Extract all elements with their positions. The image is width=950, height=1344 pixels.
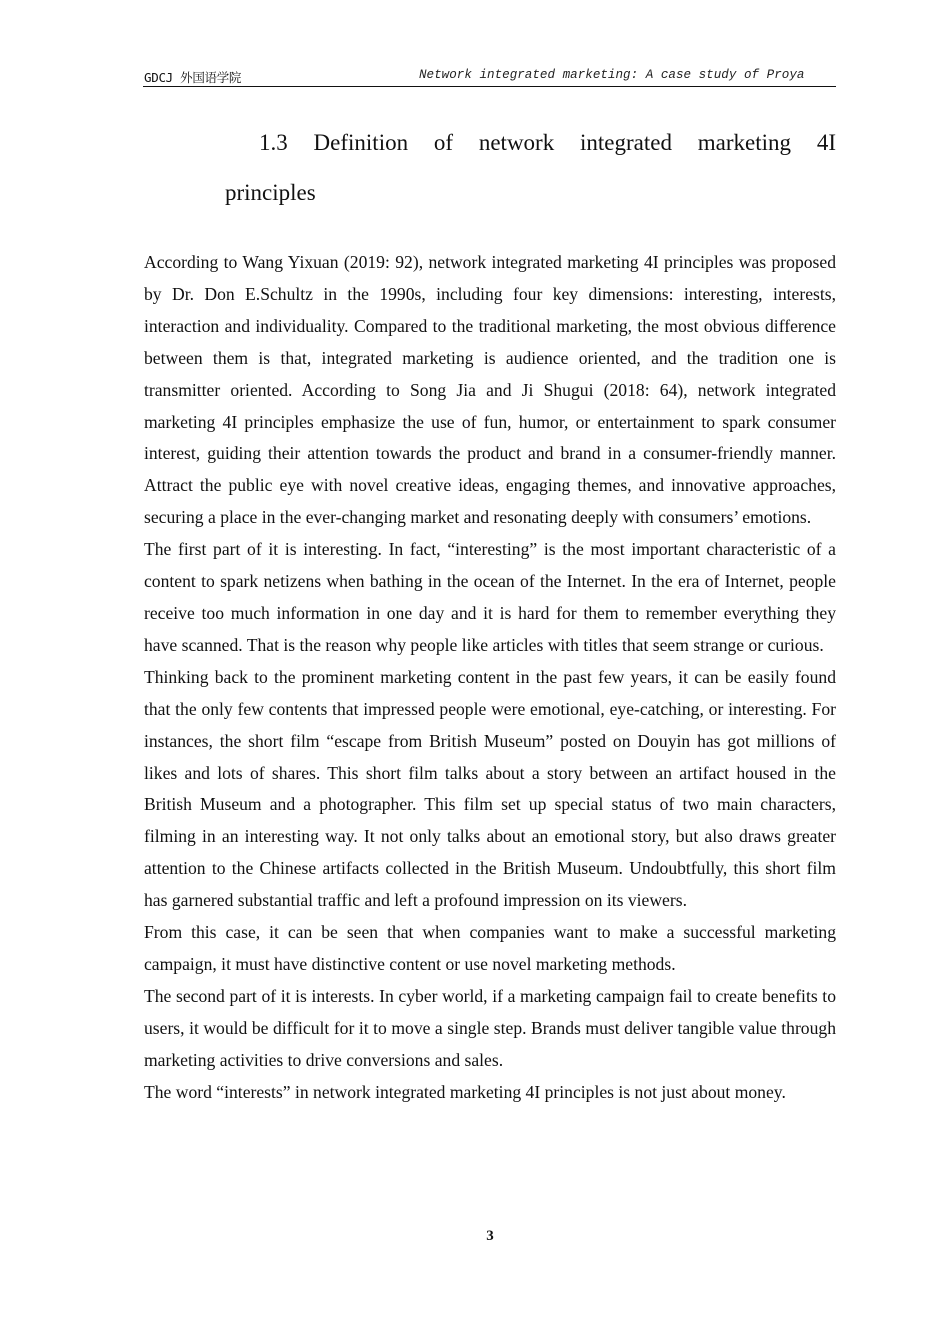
header-institution: GDCJ 外国语学院 <box>144 70 242 85</box>
paragraph-case-conclusion: From this case, it can be seen that when companies want to make a successful marketing campaign, it must have distinctive content or use novel marketing methods. <box>144 922 836 974</box>
body-text <box>144 247 836 1108</box>
paragraph-british-museum-example: Thinking back to the prominent marketing content in the past few years, it can be easily found that the only few contents that impressed people were emotional, eye-catching, or interesting. For instances, the short film “escape from British Museum” posted on Douyin has got millions of likes and lots of shares. This short film talks about a story between an artifact housed in the British Museum and a photographer. This film set up special status of two main characters, filming in an interesting way. It not only talks about an emotional story, but also draws greater attention to the Chinese artifacts collected in the British Museum. Undoubtfully, this short film has garnered substantial traffic and left a profound impression on its viewers. <box>144 666 836 911</box>
paragraph-interests: The second part of it is interests. In cyber world, if a marketing campaign fail to create benefits to users, it would be difficult for it to move a single step. Brands must deliver tangible value through marketing activities to drive conversions and sales. <box>144 985 836 1070</box>
header-document-title: Network integrated marketing: A case study of Proya <box>419 68 805 82</box>
paragraph-interesting: The first part of it is interesting. In fact, “interesting” is the most important characteristic of a content to spark netizens when bathing in the ocean of the Internet. In the era of Internet, people receive too much information in one day and it is hard for them to remember everything they have scanned. That is the reason why people like articles with titles that seem strange or curious. <box>144 539 836 655</box>
section-heading <box>225 118 836 218</box>
section-heading-line-1: 1.3 Definition of network integrated marketing 4I <box>259 130 836 155</box>
paragraph-interests-money: The word “interests” in network integrated marketing 4I principles is not just about money. <box>144 1081 786 1102</box>
section-heading-line-2: principles <box>225 180 316 205</box>
page-number: 3 <box>486 1228 494 1244</box>
running-header <box>143 66 836 87</box>
paragraph-4i-definition: According to Wang Yixuan (2019: 92), network integrated marketing 4I principles was proposed by Dr. Don E.Schultz in the 1990s, including four key dimensions: interesting, interests, interaction and individuality. Compared to the traditional marketing, the most obvious difference between them is that, integrated marketing is audience oriented, and the tradition one is transmitter oriented. According to Song Jia and Ji Shugui (2018: 64), network integrated marketing 4I principles emphasize the use of fun, humor, or entertainment to spark consumer interest, guiding their attention towards the product and brand in a consumer-friendly manner. Attract the public eye with novel creative ideas, engaging themes, and innovative approaches, securing a place in the ever-changing market and resonating deeply with consumers’ emotions. <box>144 252 836 528</box>
